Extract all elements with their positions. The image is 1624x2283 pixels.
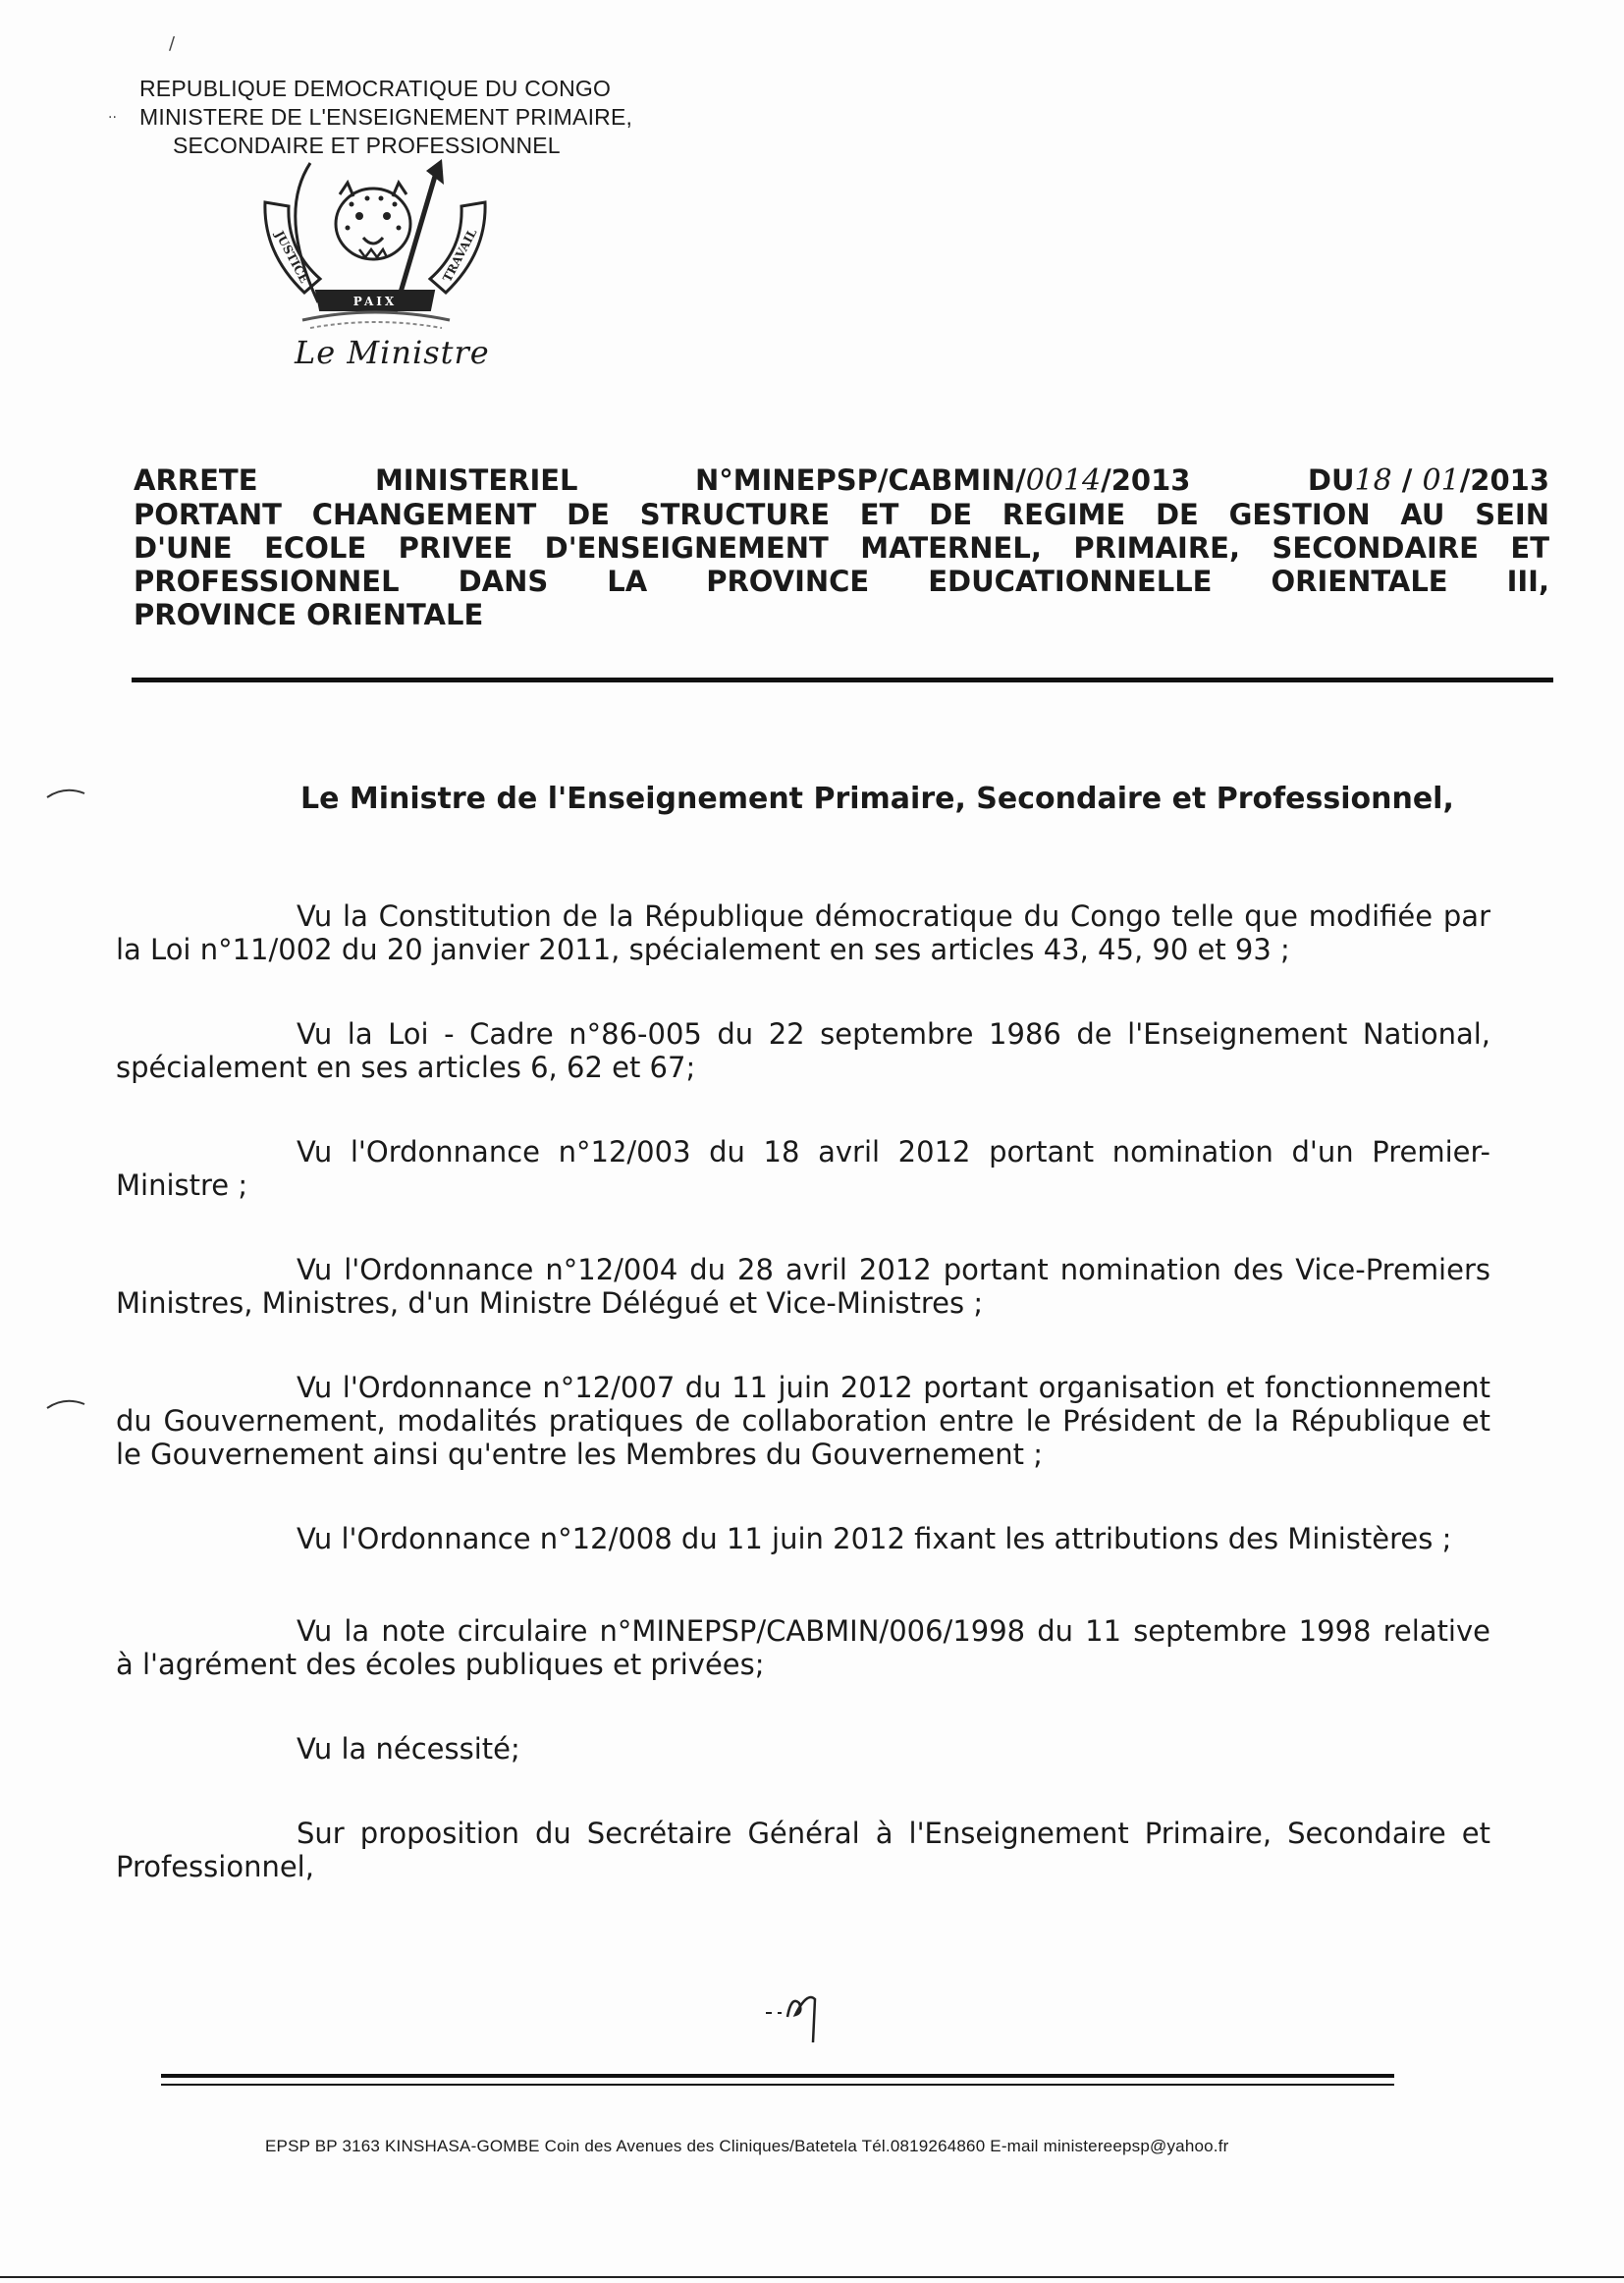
decree-ref-year: /2013 [1101,463,1191,497]
coat-of-arms-icon [257,155,493,352]
preamble-paragraph: Sur proposition du Secrétaire Général à l'Enseignement Primaire, Secondaire et Professionnel, [116,1817,1490,1883]
leopard-head-icon [336,183,410,259]
motto-bottom: PAIX [352,295,398,308]
preamble-paragraph: Vu la Constitution de la République démocratique du Congo telle que modifiée par la Loi n°11/002 du 20 janvier 2011, spécialement en ses articles 43, 45, 90 et 93 ; [116,899,1490,966]
margin-tick [45,786,86,799]
letterhead [139,75,632,160]
motto-right: TRAVAIL [440,226,480,285]
decree-title [134,463,1549,631]
decree-date-month: 01 [1422,463,1460,498]
decree-ref-prefix: N°MINEPSP/CABMIN/ [694,463,1026,497]
footer-rule [161,2074,1394,2078]
title-line-4: PROFESSIONNEL DANS LA PROVINCE EDUCATIONNELLE ORIENTALE III, [134,565,1549,598]
footer-rule [161,2084,1394,2086]
title-divider [132,678,1553,682]
decree-reference-line [134,463,1549,498]
preamble-paragraph: Vu l'Ordonnance n°12/007 du 11 juin 2012 portant organisation et fonctionnement du Gouvernement, modalités pratiques de collaboration entre le Président de la République et le Gouvernement ainsi qu'entre les Membres du Gouvernement ; [116,1371,1490,1471]
signatory-title: Le Ministre [295,334,490,371]
preamble-paragraph: Vu l'Ordonnance n°12/004 du 28 avril 2012 portant nomination des Vice-Premiers Ministres, Ministres, d'un Ministre Délégué et Vice-Ministres ; [116,1253,1490,1320]
decree-number [695,463,1191,498]
page-edge [0,2276,1624,2278]
preamble-paragraph: Vu la note circulaire n°MINEPSP/CABMIN/006/1998 du 11 septembre 1998 relative à l'agrément des écoles publiques et privées; [116,1614,1490,1681]
title-word-arrete: ARRETE [134,463,258,497]
scan-mark: / [169,33,176,54]
scan-mark: .. [108,106,117,122]
decree-date-year: /2013 [1459,463,1549,497]
preamble-paragraph: Vu l'Ordonnance n°12/008 du 11 juin 2012 fixant les attributions des Ministères ; [297,1522,1452,1555]
ministry-name-line2: SECONDAIRE ET PROFESSIONNEL [173,133,561,158]
decree-date-day: 18 [1354,463,1392,498]
decree-ref-number: 0014 [1025,463,1102,498]
title-word-ministeriel: MINISTERIEL [374,463,578,497]
title-line-5: PROVINCE ORIENTALE [134,598,484,631]
decree-date-label: DU [1307,463,1355,497]
initials-signature [762,1974,840,2052]
title-line-2: PORTANT CHANGEMENT DE STRUCTURE ET DE REGIME DE GESTION AU SEIN [134,498,1549,531]
ministry-name-line1: MINISTERE DE L'ENSEIGNEMENT PRIMAIRE, [139,104,633,130]
preamble-paragraph: Vu la Loi - Cadre n°86-005 du 22 septembre 1986 de l'Enseignement National, spécialement en ses articles 6, 62 et 67; [116,1017,1490,1084]
preamble-paragraph: Vu la nécessité; [297,1732,520,1766]
motto-left: JUSTICE [272,228,311,286]
footer-contact: EPSP BP 3163 KINSHASA-GOMBE Coin des Avenues des Cliniques/Batetela Tél.0819264860 E-mail ministereepsp@yahoo.fr [265,2137,1229,2155]
margin-tick [45,1396,86,1410]
country-name: REPUBLIQUE DEMOCRATIQUE DU CONGO [139,76,612,101]
title-line-3: D'UNE ECOLE PRIVEE D'ENSEIGNEMENT MATERNEL, PRIMAIRE, SECONDAIRE ET [134,531,1549,565]
decree-date: DU18 / 01/2013 [1307,463,1549,498]
preamble [116,899,1490,1934]
minister-heading: Le Ministre de l'Enseignement Primaire, Secondaire et Professionnel, [300,782,1454,816]
preamble-paragraph: Vu l'Ordonnance n°12/003 du 18 avril 2012 portant nomination d'un Premier-Ministre ; [116,1135,1490,1202]
